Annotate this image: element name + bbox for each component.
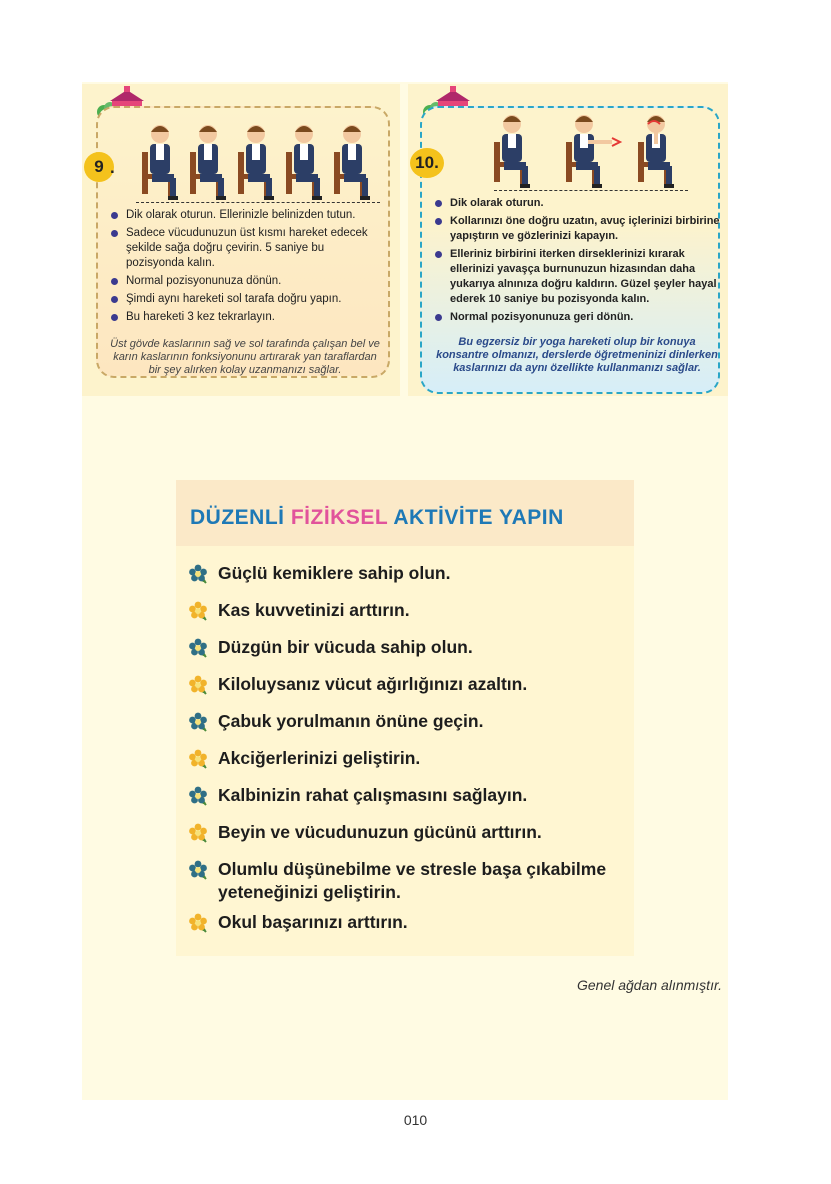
item-text: Kalbinizin rahat çalışmasını sağlayın. [218, 785, 528, 805]
activity-panel [176, 480, 634, 956]
flower-icon [188, 675, 210, 701]
step: Normal pozisyonunuza dönün. [108, 274, 378, 289]
title-word: FİZİKSEL [290, 506, 388, 529]
list-item [188, 784, 628, 807]
item-text: Kiloluysanız vücut ağırlığınızı azaltın. [218, 674, 528, 694]
list-item [188, 821, 628, 844]
floor-line [494, 190, 688, 191]
floor-line [136, 202, 380, 203]
number-dot: . [110, 158, 115, 177]
flower-icon [188, 564, 210, 590]
item-text: Olumlu düşünebilme ve stresle başa çıkabilme yeteneğinizi geliştirin. [218, 859, 607, 902]
exercise-9-steps [108, 208, 378, 328]
step: Şimdi aynı hareketi sol tarafa doğru yapın. [108, 292, 378, 307]
title-word: YAPIN [499, 506, 564, 529]
flower-icon [188, 638, 210, 664]
exercise-10-note: Bu egzersiz bir yoga hareketi olup bir konuya konsantre olmanızı, derslerde öğretmeninizi dinlerken kaslarınızı da aynı özellikte kullanmanızı sağlar. [436, 336, 718, 374]
exercise-10-card [408, 84, 728, 396]
benefits-list [188, 562, 628, 934]
item-text: Kas kuvvetinizi arttırın. [218, 600, 410, 620]
item-text: Güçlü kemiklere sahip olun. [218, 563, 451, 583]
list-item [188, 858, 628, 904]
list-item [188, 710, 628, 733]
step: Elleriniz birbirini iterken dirseklerinizi kırarak ellerinizi yavaşça burnunuzun hizasından daha yukarıya alnınıza doğru kaldırın. Güzel şeyler hayal ederek 10 saniye bu pozisyonda kalın. [432, 247, 722, 307]
list-item [188, 562, 628, 585]
panel-title [190, 506, 564, 530]
step: Sadece vücudunuzun üst kısmı hareket edecek şekilde sağa doğru çevirin. 5 saniye bu pozisyonda kalın. [108, 226, 378, 271]
item-text: Beyin ve vücudunuzun gücünü arttırın. [218, 822, 542, 842]
exercise-10-illustration [488, 112, 698, 192]
panel-header [176, 480, 634, 546]
flower-icon [188, 712, 210, 738]
flower-icon [188, 913, 210, 939]
exercise-9-card [82, 84, 400, 396]
item-text: Okul başarınızı arttırın. [218, 912, 408, 932]
step: Kollarınızı öne doğru uzatın, avuç içlerinizi birbirine yapıştırın ve gözlerinizi kapayın. [432, 214, 722, 244]
item-text: Akciğerlerinizi geliştirin. [218, 748, 421, 768]
list-item [188, 636, 628, 659]
exercise-9-note: Üst gövde kaslarının sağ ve sol tarafında çalışan bel ve karın kaslarının fonksiyonunu artırarak yan taraflardan bir şey alırken kolay uzanmanızı sağlar. [110, 338, 380, 376]
exercise-9-illustration [132, 122, 382, 204]
source-note: Genel ağdan alınmıştır. [576, 977, 722, 993]
flower-icon [188, 823, 210, 849]
list-item [188, 747, 628, 770]
flower-icon [188, 860, 210, 886]
title-word: AKTİVİTE [393, 506, 494, 529]
step: Dik olarak oturun. [432, 196, 722, 211]
exercise-number: 9 [84, 152, 114, 182]
exercise-number: 10. [410, 148, 444, 178]
flower-icon [188, 749, 210, 775]
page-number: 010 [403, 1112, 428, 1128]
item-text: Düzgün bir vücuda sahip olun. [218, 637, 473, 657]
exercise-10-steps [432, 196, 722, 328]
title-word: DÜZENLİ [190, 506, 285, 529]
step: Normal pozisyonunuza geri dönün. [432, 310, 722, 325]
step: Dik olarak oturun. Ellerinizle belinizden tutun. [108, 208, 378, 223]
flower-icon [188, 786, 210, 812]
list-item [188, 673, 628, 696]
list-item [188, 911, 628, 934]
flower-icon [188, 601, 210, 627]
list-item [188, 599, 628, 622]
item-text: Çabuk yorulmanın önüne geçin. [218, 711, 484, 731]
step: Bu hareketi 3 kez tekrarlayın. [108, 310, 378, 325]
